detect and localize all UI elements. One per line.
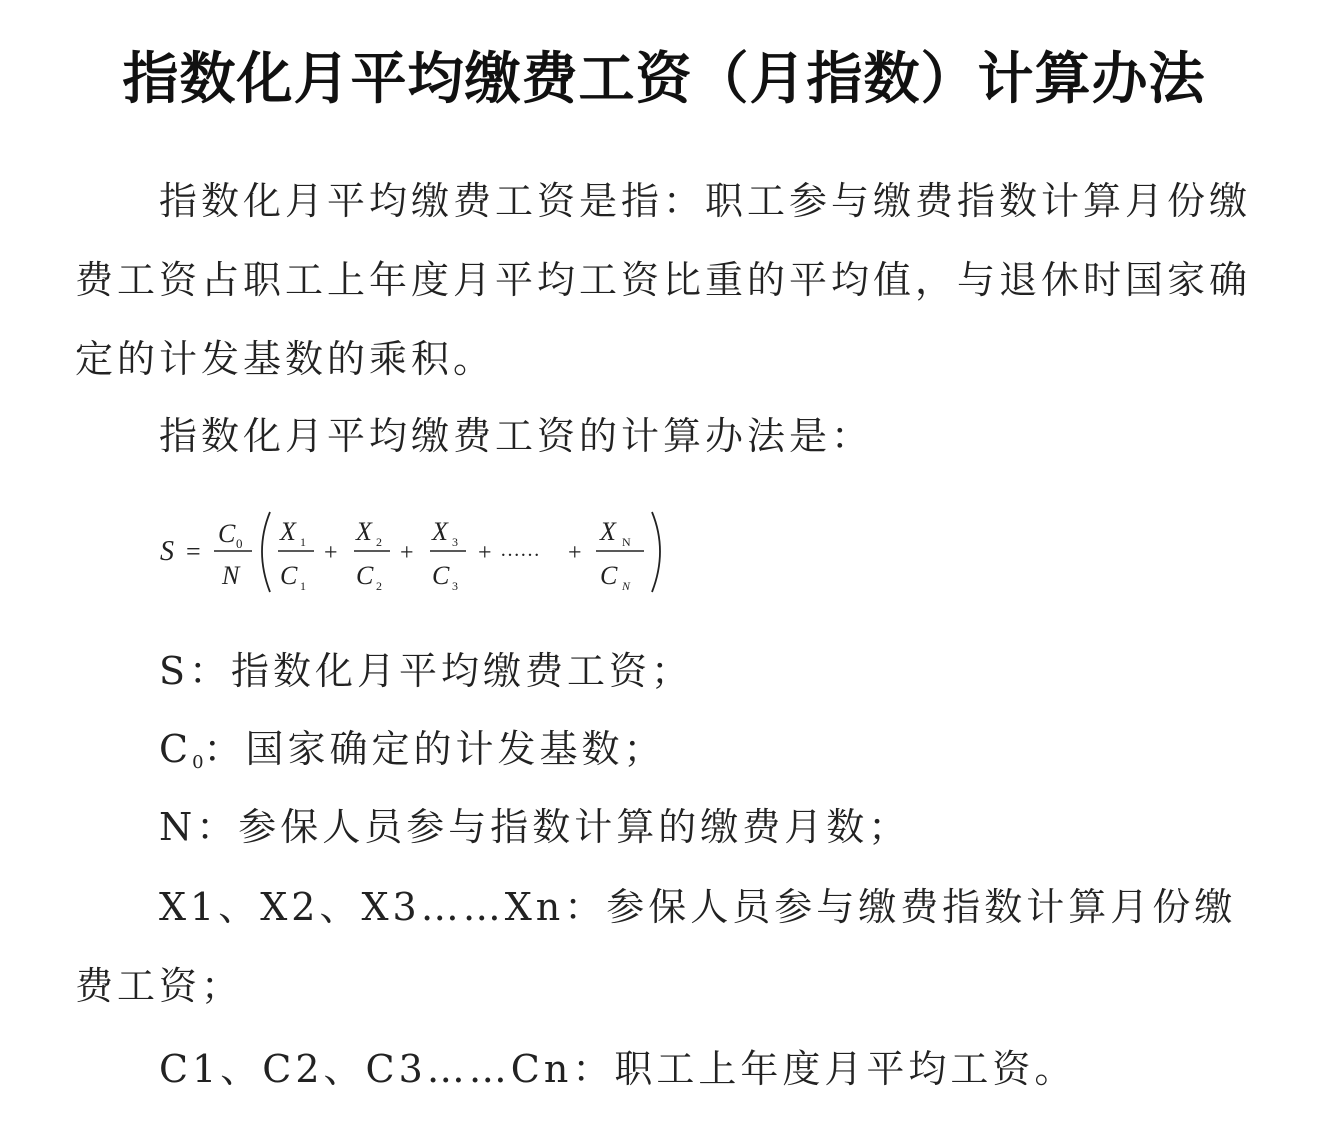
definition-x-symbol: X1、X2、X3……Xn bbox=[159, 885, 565, 929]
definition-paragraph: 指数化月平均缴费工资是指：职工参与缴费指数计算月份缴费工资占职工上年度月平均工资比重的平均值，与退休时国家确定的计发基数的乘积。 bbox=[75, 179, 1252, 381]
method-intro-paragraph: 指数化月平均缴费工资的计算办法是： bbox=[159, 414, 874, 458]
definition-c bbox=[75, 1030, 1255, 1109]
formula-termN-num-sub: N bbox=[622, 535, 631, 549]
formula-term2-num-sub: 2 bbox=[376, 535, 382, 549]
definition-n-text: ：参保人员参与指数计算的缴费月数； bbox=[196, 805, 911, 849]
formula-lhs: S bbox=[160, 536, 174, 567]
definition-s-symbol: S bbox=[159, 649, 190, 693]
formula-plus-2: + bbox=[400, 540, 414, 566]
formula-term1-den-sub: 1 bbox=[300, 579, 306, 593]
formula-ellipsis: …… bbox=[500, 539, 540, 561]
definition-c0-text: ：国家确定的计发基数； bbox=[203, 727, 666, 771]
formula-term3-den-sub: 3 bbox=[452, 579, 458, 593]
formula-term1-num-sub: 1 bbox=[300, 535, 306, 549]
formula-term3-num-sub: 3 bbox=[452, 535, 458, 549]
definition-c-symbol: C1、C2、C3……Cn bbox=[159, 1047, 573, 1091]
formula-termN-num: X bbox=[600, 517, 616, 546]
formula-term2-den: C bbox=[356, 561, 374, 590]
formula-termN-den: C bbox=[600, 561, 618, 590]
definition-c0-symbol: C bbox=[159, 727, 193, 771]
definition-s bbox=[75, 632, 1255, 711]
formula-equals: = bbox=[186, 537, 201, 566]
formula-termN-den-sub: N bbox=[622, 579, 631, 593]
formula-term1-num: X bbox=[280, 517, 296, 546]
definition-n-symbol: N bbox=[159, 805, 197, 849]
definition-c-text: ：职工上年度月平均工资。 bbox=[572, 1047, 1077, 1091]
formula-term3-den: C bbox=[432, 561, 450, 590]
formula-plus-4: + bbox=[568, 540, 582, 566]
formula-left-paren bbox=[262, 512, 270, 592]
page-title: 指数化月平均缴费工资（月指数）计算办法 bbox=[122, 47, 1206, 112]
formula-coef-den: N bbox=[222, 561, 240, 590]
definition-s-text: ：指数化月平均缴费工资； bbox=[189, 649, 694, 693]
formula-plus-3: + bbox=[478, 540, 492, 566]
definition-n bbox=[75, 788, 1255, 867]
formula bbox=[150, 498, 690, 608]
formula-plus-1: + bbox=[324, 540, 338, 566]
formula-term2-den-sub: 2 bbox=[376, 579, 382, 593]
definition-x bbox=[75, 868, 1255, 1026]
formula-term3-num: X bbox=[432, 517, 448, 546]
definition-c0-subscript: 0 bbox=[192, 752, 204, 773]
formula-coef-num: C bbox=[218, 519, 236, 548]
formula-term1-den: C bbox=[280, 561, 298, 590]
formula-term2-num: X bbox=[356, 517, 372, 546]
formula-right-paren bbox=[652, 512, 660, 592]
definition-x-text: ：参保人员参与缴费指数计算月份缴费工资； bbox=[75, 885, 1237, 1008]
formula-coef-num-sub: 0 bbox=[236, 536, 243, 551]
